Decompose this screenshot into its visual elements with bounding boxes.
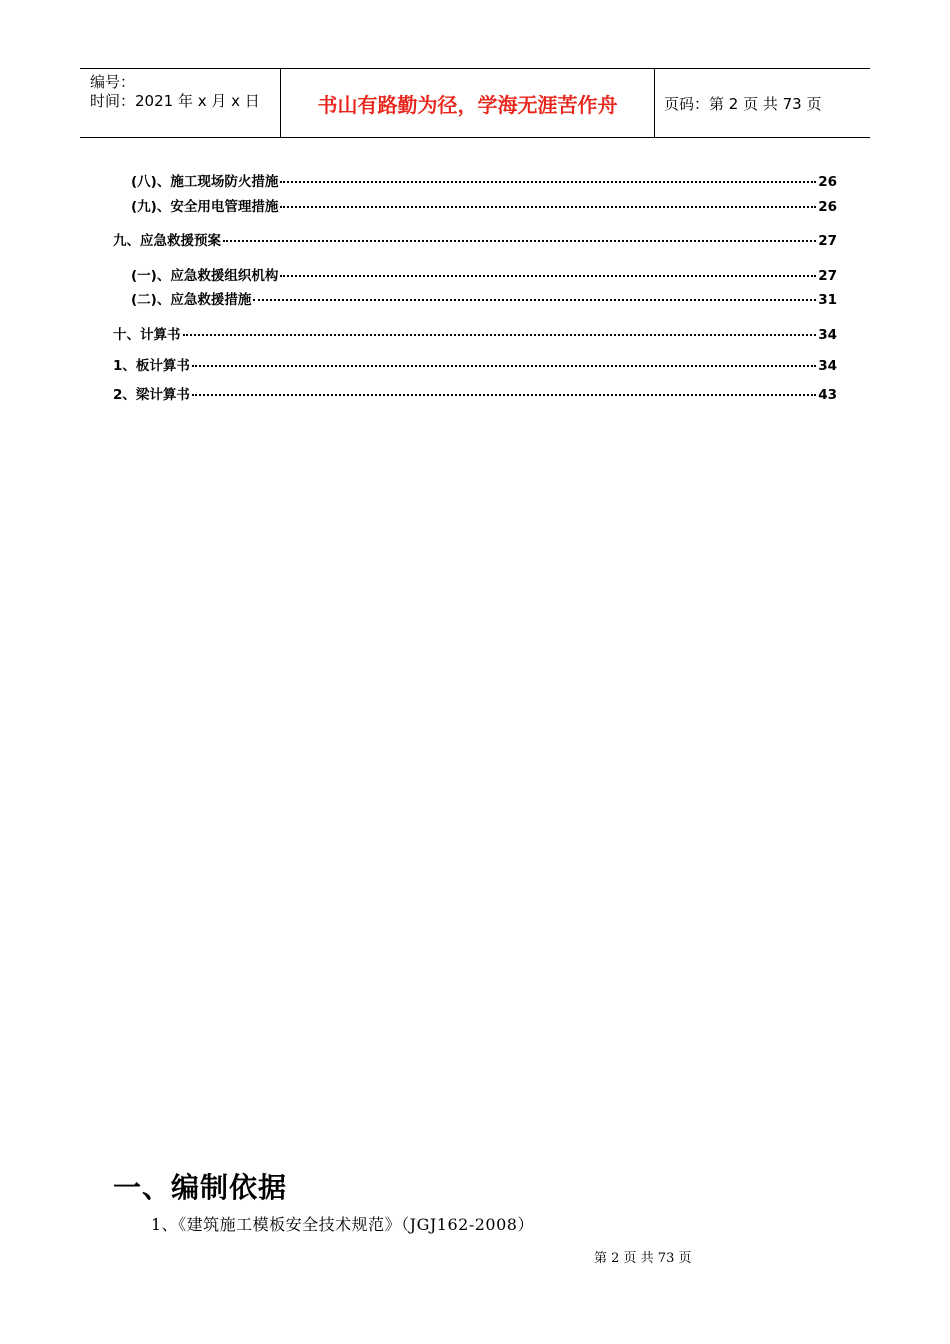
toc-entry[interactable] [113,323,837,345]
toc-entry[interactable] [113,354,837,376]
toc-entry-page: 27 [818,268,837,284]
page-header [80,68,870,138]
toc-leader-dots [183,334,817,336]
toc-entry-title: (八)、施工现场防火措施 [131,174,279,190]
toc-entry[interactable] [131,264,837,286]
toc-leader-dots [192,394,816,396]
toc-entry-title: 九、应急救援预案 [113,233,221,249]
toc-entry-title: (九)、安全用电管理措施 [131,199,279,215]
toc-leader-dots [192,365,816,367]
toc-entry[interactable] [113,229,837,251]
toc-entry-page: 26 [818,199,837,215]
toc-leader-dots [280,206,816,208]
toc-entry-title: 2、梁计算书 [113,387,190,403]
section-title: 一、编制依据 [113,1171,288,1204]
document-time-label: 时间：2021 年 x 月 x 日 [90,92,260,110]
toc-entry[interactable] [113,383,837,405]
header-page-info: 页码：第 2 页 共 73 页 [664,94,822,113]
toc-entry-title: 1、板计算书 [113,358,190,374]
toc-leader-dots [223,240,816,242]
toc-leader-dots [280,181,816,183]
toc-entry-page: 43 [818,387,837,403]
toc-entry-title: 十、计算书 [113,327,181,343]
toc-leader-dots [253,299,816,301]
toc-entry-title: (二)、应急救援措施 [131,292,252,308]
toc-entry-page: 34 [818,327,837,343]
toc-entry-page: 27 [818,233,837,249]
toc-entry-page: 34 [818,358,837,374]
toc-entry[interactable] [131,170,837,192]
header-left-cell [80,69,281,137]
toc-entry-page: 26 [818,174,837,190]
reference-item: 1、《建筑施工模板安全技术规范》（JGJ162-2008） [151,1215,534,1234]
header-motto: 书山有路勤为径，学海无涯苦作舟 [281,69,655,137]
toc-entry-page: 31 [818,292,837,308]
document-number-label: 编号： [90,73,136,91]
toc-entry[interactable] [131,195,837,217]
toc-leader-dots [280,275,816,277]
toc-entry[interactable] [131,288,837,310]
page-footer: 第 2 页 共 73 页 [594,1251,692,1266]
toc-entry-title: (一)、应急救援组织机构 [131,268,279,284]
